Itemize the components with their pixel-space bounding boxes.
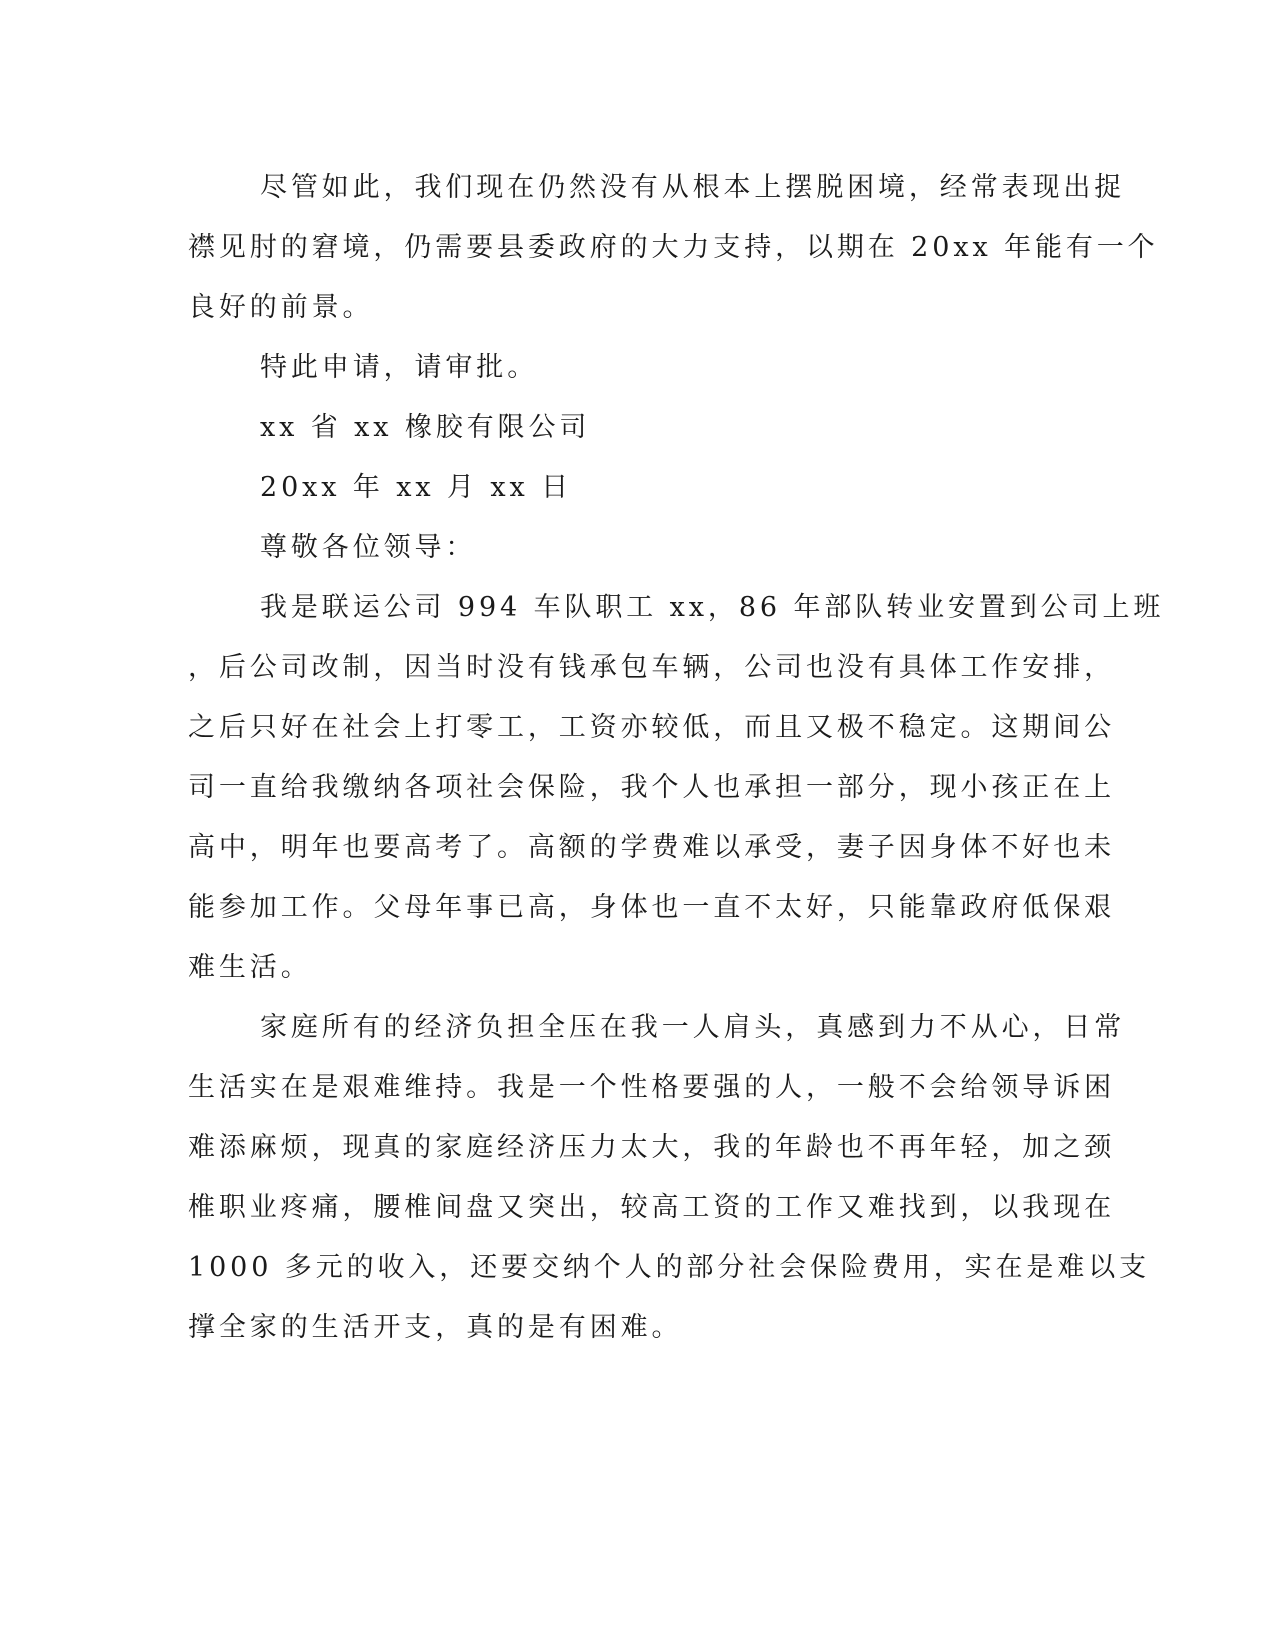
paragraph-line: 司一直给我缴纳各项社会保险，我个人也承担一部分，现小孩正在上 (188, 772, 1115, 803)
paragraph-line: 椎职业疼痛，腰椎间盘又突出，较高工资的工作又难找到，以我现在 (188, 1192, 1115, 1223)
paragraph-line: 高中，明年也要高考了。高额的学费难以承受，妻子因身体不好也未 (188, 832, 1115, 863)
paragraph-line: 撑全家的生活开支，真的是有困难。 (188, 1312, 683, 1343)
salutation-line: 尊敬各位领导： (260, 532, 477, 563)
paragraph-line: 我是联运公司 994 车队职工 xx，86 年部队转业安置到公司上班 (260, 592, 1165, 623)
date-line: 20xx 年 xx 月 xx 日 (260, 472, 573, 503)
paragraph-line: 能参加工作。父母年事已高，身体也一直不太好，只能靠政府低保艰 (188, 892, 1115, 923)
paragraph-line: 襟见肘的窘境，仍需要县委政府的大力支持，以期在 20xx 年能有一个 (188, 232, 1159, 263)
paragraph-line: 难添麻烦，现真的家庭经济压力太大，我的年龄也不再年轻，加之颈 (188, 1132, 1115, 1163)
paragraph-line: 良好的前景。 (188, 292, 374, 323)
paragraph-line: 难生活。 (188, 952, 312, 983)
paragraph-line: ，后公司改制，因当时没有钱承包车辆，公司也没有具体工作安排， (188, 652, 1115, 683)
company-name-line: xx 省 xx 橡胶有限公司 (260, 412, 591, 443)
approval-request-line: 特此申请，请审批。 (260, 352, 539, 383)
paragraph-line: 之后只好在社会上打零工，工资亦较低，而且又极不稳定。这期间公 (188, 712, 1115, 743)
paragraph-line: 尽管如此，我们现在仍然没有从根本上摆脱困境，经常表现出捉 (260, 172, 1126, 203)
paragraph-line: 家庭所有的经济负担全压在我一人肩头，真感到力不从心，日常 (260, 1012, 1126, 1043)
paragraph-line: 1000 多元的收入，还要交纳个人的部分社会保险费用，实在是难以支 (188, 1252, 1150, 1283)
paragraph-line: 生活实在是艰难维持。我是一个性格要强的人，一般不会给领导诉困 (188, 1072, 1115, 1103)
